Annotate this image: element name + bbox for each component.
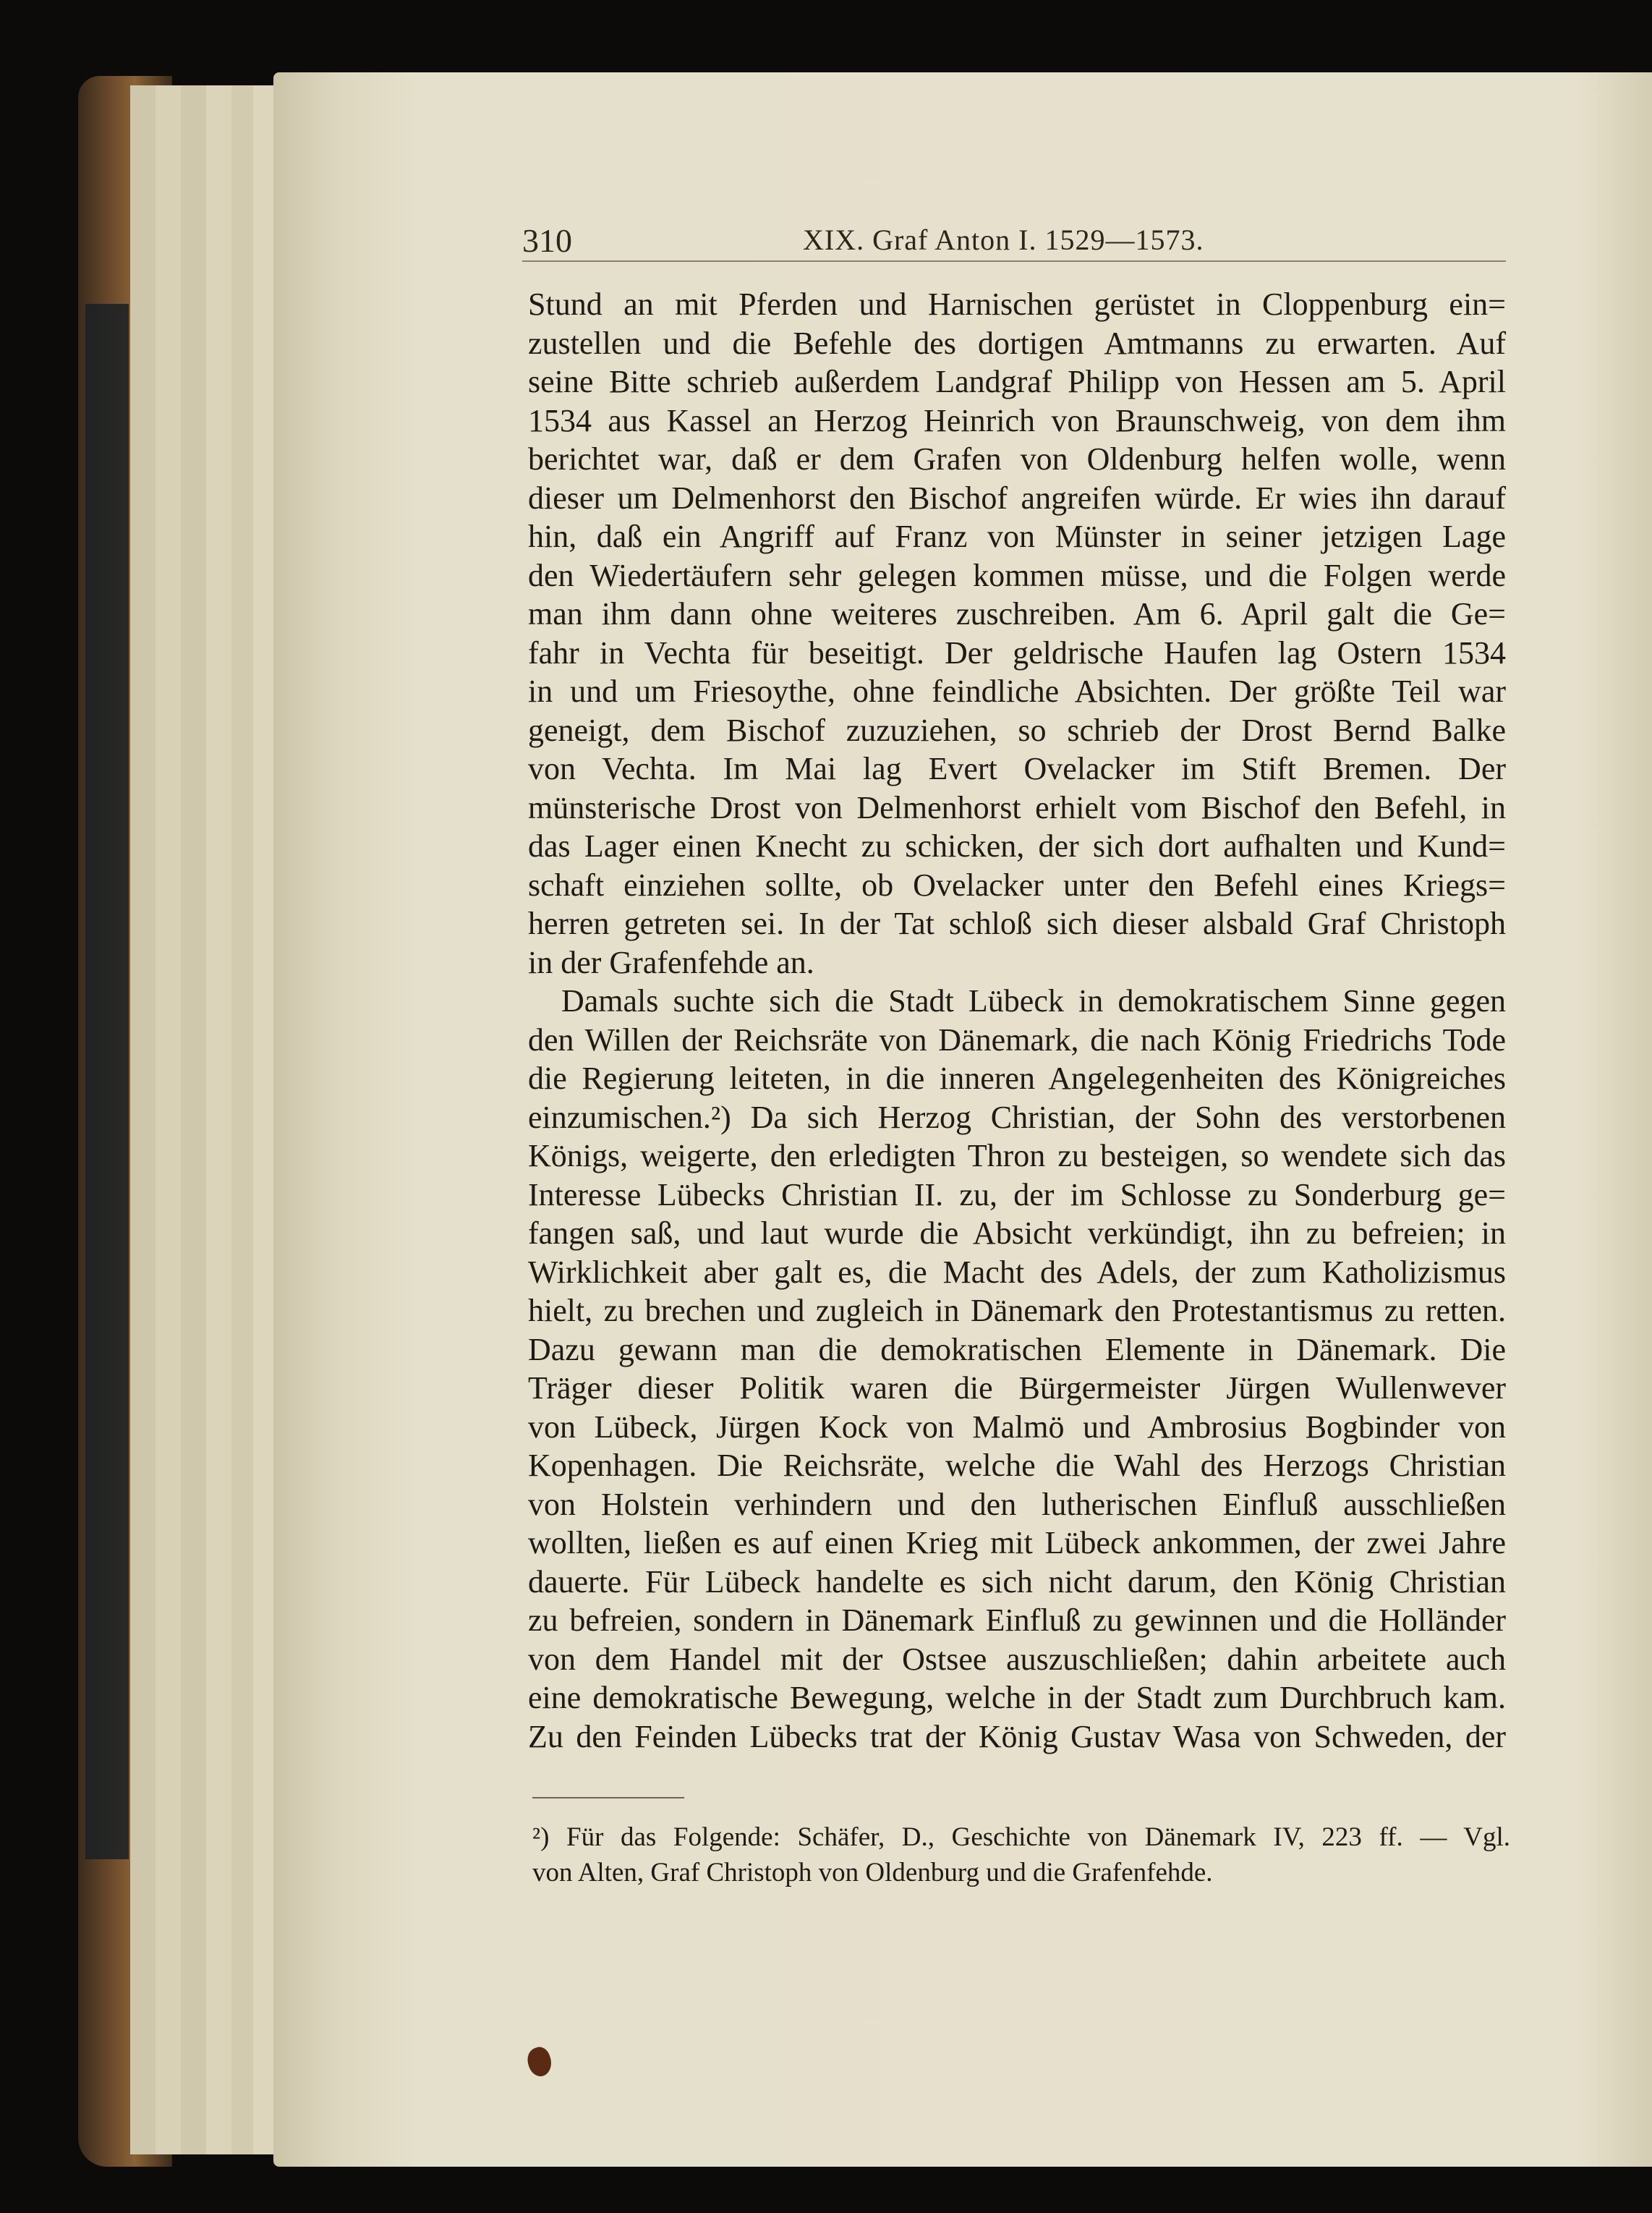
- text-line: schaft einziehen sollte, ob Ovelacker unter den Befehl eines Kriegs=: [528, 867, 1506, 903]
- spine-cloth: [85, 304, 129, 1859]
- footnote-line: ²) Für das Folgende: Schäfer, D., Geschichte von Dänemark IV, 223 ff. — Vgl.: [532, 1822, 1510, 1852]
- text-line: Zu den Feinden Lübecks trat der König Gustav Wasa von Schweden, der: [528, 1718, 1506, 1754]
- text-line: hin, daß ein Angriff auf Franz von Münster in seiner jetzigen Lage: [528, 519, 1506, 554]
- text-line: Wirklichkeit aber galt es, die Macht des Adels, der zum Katholizismus: [528, 1254, 1506, 1290]
- text-line: Dazu gewann man die demokratischen Elemente in Dänemark. Die: [528, 1331, 1506, 1367]
- text-line: von Vechta. Im Mai lag Evert Ovelacker im Stift Bremen. Der: [528, 751, 1506, 786]
- text-line: hielt, zu brechen und zugleich in Dänemark den Protestantismus zu retten.: [528, 1293, 1506, 1328]
- text-line: münsterische Drost von Delmenhorst erhielt vom Bischof den Befehl, in: [528, 789, 1506, 825]
- text-line: dauerte. Für Lübeck handelte es sich nicht darum, den König Christian: [528, 1563, 1506, 1600]
- text-line: in und um Friesoythe, ohne feindliche Absichten. Der größte Teil war: [528, 674, 1506, 709]
- paragraph-2: [528, 982, 1506, 1756]
- text-line: Königs, weigerte, den erledigten Thron zu besteigen, so wendete sich das: [528, 1138, 1506, 1173]
- text-line: Interesse Lübecks Christian II. zu, der im Schlosse zu Sonderburg ge=: [528, 1176, 1506, 1212]
- page-number: 310: [522, 222, 572, 259]
- text-line: von Holstein verhindern und den lutherischen Einfluß ausschließen: [528, 1486, 1506, 1522]
- text-line: fahr in Vechta für beseitigt. Der geldrische Haufen lag Ostern 1534: [528, 634, 1506, 671]
- text-line: zustellen und die Befehle des dortigen Amtmanns zu erwarten. Auf: [528, 325, 1506, 361]
- text-line: von Lübeck, Jürgen Kock von Malmö und Ambrosius Bogbinder von: [528, 1409, 1506, 1445]
- text-line: seine Bitte schrieb außerdem Landgraf Philipp von Hessen am 5. April: [528, 364, 1506, 399]
- text-line: eine demokratische Bewegung, welche in der Stadt zum Durchbruch kam.: [528, 1680, 1506, 1715]
- text-line: von dem Handel mit der Ostsee auszuschließen; dahin arbeitete auch: [528, 1641, 1506, 1677]
- body-text: [528, 285, 1506, 1756]
- text-line: 1534 aus Kassel an Herzog Heinrich von Braunschweig, von dem ihm: [528, 402, 1506, 438]
- text-line: Träger dieser Politik waren die Bürgermeister Jürgen Wullenwever: [528, 1370, 1506, 1406]
- text-line: man ihm dann ohne weiteres zuschreiben. Am 6. April galt die Ge=: [528, 596, 1506, 632]
- text-line: dieser um Delmenhorst den Bischof angreifen würde. Er wies ihn darauf: [528, 480, 1506, 516]
- text-line: zu befreien, sondern in Dänemark Einfluß zu gewinnen und die Holländer: [528, 1602, 1506, 1638]
- footnote-line: von Alten, Graf Christoph von Oldenburg und die Grafenfehde.: [532, 1858, 1213, 1887]
- text-line: in der Grafenfehde an.: [528, 944, 814, 980]
- text-line: den Willen der Reichsräte von Dänemark, die nach König Friedrichs Tode: [528, 1021, 1506, 1058]
- footnote: [532, 1819, 1510, 1890]
- text-line: einzumischen.²) Da sich Herzog Christian, der Sohn des verstorbenen: [528, 1099, 1506, 1135]
- running-title: XIX. Graf Anton I. 1529—1573.: [803, 224, 1204, 256]
- paragraph-1: [528, 285, 1506, 982]
- footnote-rule: [532, 1797, 684, 1798]
- text-line: fangen saß, und laut wurde die Absicht verkündigt, ihn zu befreien; in: [528, 1215, 1506, 1251]
- text-line: das Lager einen Knecht zu schicken, der sich dort aufhalten und Kund=: [528, 828, 1506, 864]
- running-header: [522, 217, 1506, 262]
- text-line: Stund an mit Pferden und Harnischen gerüstet in Cloppenburg ein=: [528, 286, 1506, 322]
- text-line: berichtet war, daß er dem Grafen von Oldenburg helfen wolle, wenn: [528, 441, 1506, 477]
- text-line: Kopenhagen. Die Reichsräte, welche die Wahl des Herzogs Christian: [528, 1448, 1506, 1483]
- text-line: herren getreten sei. In der Tat schloß sich dieser alsbald Graf Christoph: [528, 906, 1506, 941]
- text-line: Damals suchte sich die Stadt Lübeck in demokratischem Sinne gegen: [561, 983, 1506, 1019]
- text-line: geneigt, dem Bischof zuzuziehen, so schrieb der Drost Bernd Balke: [528, 712, 1506, 748]
- text-line: die Regierung leiteten, in die inneren Angelegenheiten des Königreiches: [528, 1061, 1506, 1096]
- text-line: den Wiedertäufern sehr gelegen kommen müsse, und die Folgen werde: [528, 557, 1506, 593]
- text-line: wollten, ließen es auf einen Krieg mit Lübeck ankommen, der zwei Jahre: [528, 1525, 1506, 1560]
